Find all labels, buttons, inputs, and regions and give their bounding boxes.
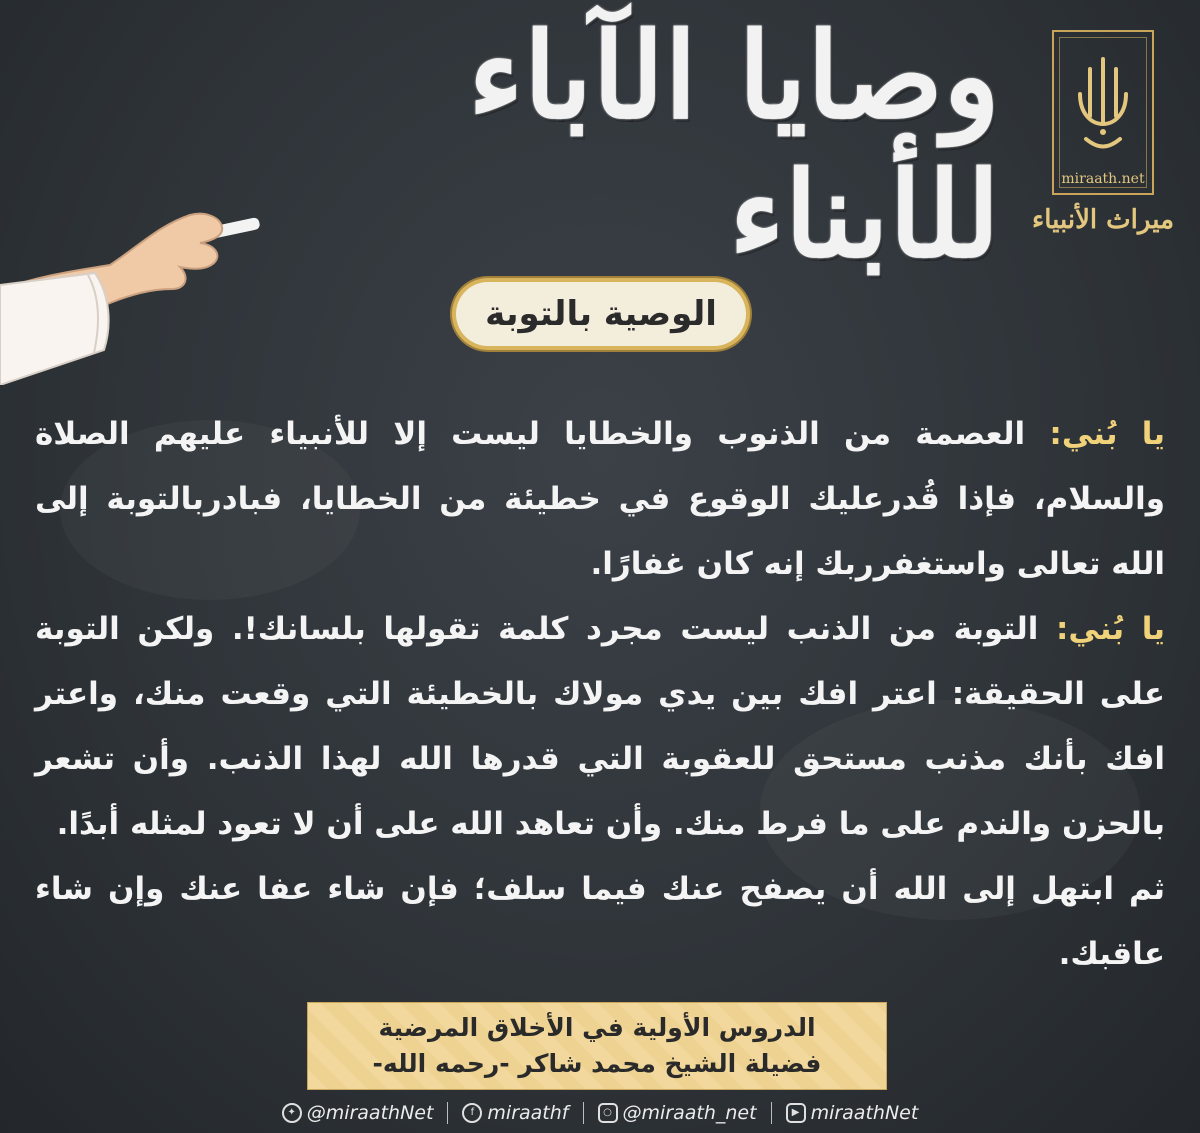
social-facebook[interactable] <box>462 1102 568 1124</box>
paragraph-1 <box>35 402 1165 597</box>
section-title: الوصية بالتوبة <box>485 294 717 334</box>
brand-logo <box>1032 30 1174 280</box>
divider <box>447 1102 448 1124</box>
advice-body <box>35 402 1165 987</box>
page-title: وصايا الآباء للأبناء <box>468 6 1000 284</box>
paragraph-2 <box>35 597 1165 857</box>
paragraph-text: ثم ابتهل إلى الله أن يصفح عنك فيما سلف؛ فإن شاء عفا عنك وإن شاء عاقبك. <box>35 871 1165 972</box>
divider <box>771 1102 772 1124</box>
source-author: فضيلة الشيخ محمد شاكر -رحمه الله- <box>372 1049 822 1078</box>
facebook-icon: f <box>462 1103 482 1123</box>
calligraphy-logo-icon <box>1068 54 1138 154</box>
section-title-badge <box>456 282 746 346</box>
instagram-icon: ○ <box>598 1103 618 1123</box>
paragraph-text: التوبة من الذنب ليست مجرد كلمة تقولها بلسانك!. ولكن التوبة على الحقيقة: اعتر افك بين يدي مولاك بالخطيئة التي وقعت منك، واعتر افك بأنك مذنب مستحق للعقوبة التي قدرها الله لهذا الذنب. وأن تشعر بالحزن والندم على ما فرط منك. وأن تعاهد الله على أن لا تعود لمثله أبدًا. <box>35 611 1165 842</box>
social-handle: @miraath_net <box>622 1101 757 1124</box>
paragraph-lead: يا بُني: <box>1056 611 1165 647</box>
social-handle: @miraathNet <box>306 1101 434 1124</box>
social-handle: miraathNet <box>810 1101 919 1124</box>
twitter-icon: ✦ <box>282 1103 302 1123</box>
youtube-icon: ▶ <box>786 1103 806 1123</box>
logo-name: ميراث الأنبياء <box>1032 205 1174 235</box>
divider <box>583 1102 584 1124</box>
social-handle: miraathf <box>487 1101 569 1124</box>
paragraph-lead: يا بُني: <box>1049 416 1165 452</box>
logo-site: miraath.net <box>1061 171 1145 187</box>
social-bar <box>0 1092 1200 1133</box>
paragraph-text: العصمة من الذنوب والخطايا ليست إلا للأنبياء عليهم الصلاة والسلام، فإذا قُدرعليك الوقوع في خطيئة من الخطايا، فبادربالتوبة إلى الله تعالى واستغفرربك إنه كان غفارًا. <box>35 416 1165 582</box>
source-book: الدروس الأولية في الأخلاق المرضية <box>378 1013 816 1042</box>
social-instagram[interactable] <box>598 1102 757 1124</box>
paragraph-3 <box>35 857 1165 987</box>
social-youtube[interactable] <box>786 1102 919 1124</box>
hand-with-chalk-icon <box>0 185 270 385</box>
social-twitter[interactable] <box>282 1102 434 1124</box>
logo-frame <box>1052 30 1154 195</box>
source-box <box>307 1002 887 1090</box>
